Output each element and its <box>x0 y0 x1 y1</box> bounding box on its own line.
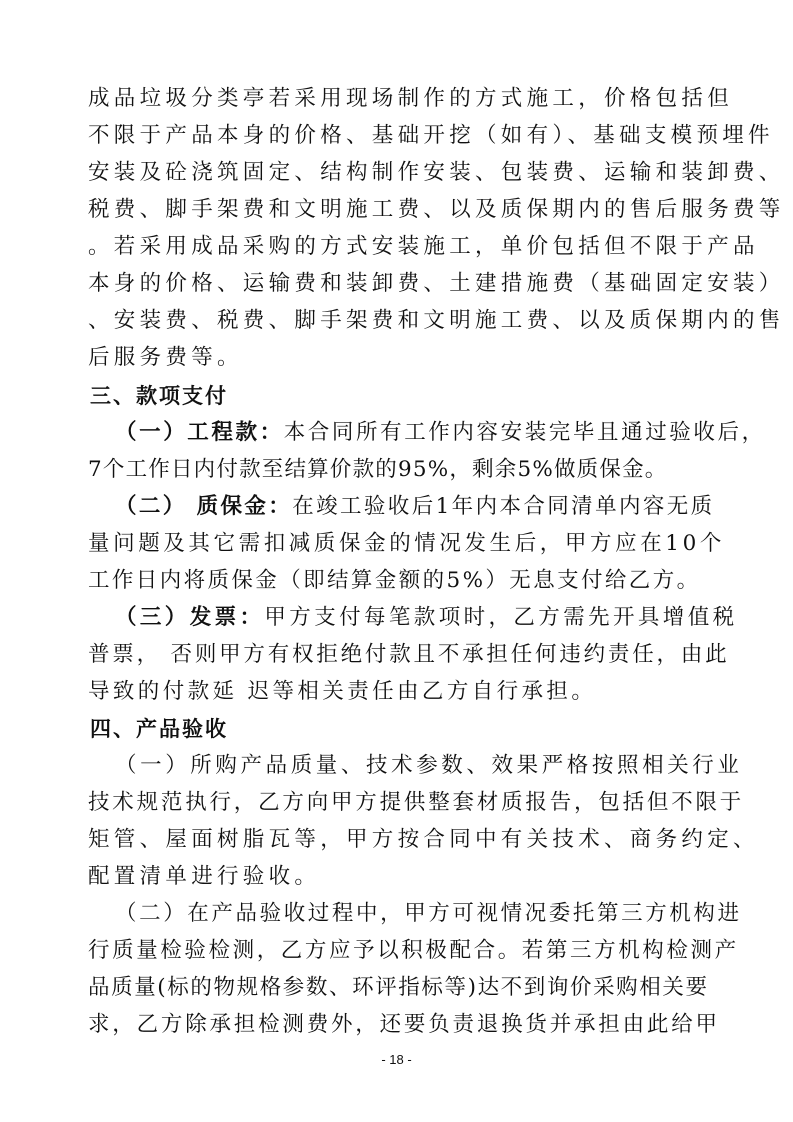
text-line: 税费、脚手架费和文明施工费、以及质保期内的售后服务费等 <box>88 197 785 222</box>
text-line: 安装及砼浇筑固定、结构制作安装、包装费、运输和装卸费、 <box>88 160 785 185</box>
text-line: 7个工作日内付款至结算价款的95%，剩余5%做质保金。 <box>88 457 668 482</box>
text-line: 矩管、屋面树脂瓦等，甲方按合同中有关技术、商务约定、 <box>88 827 759 852</box>
item-label: （三）发票： <box>115 605 265 630</box>
text-line: 本身的价格、运输费和装卸费、土建措施费（基础固定安装） <box>88 271 785 296</box>
section-heading-payment: 三、款项支付 <box>90 384 228 408</box>
text-line: 求，乙方除承担检测费外，还要负责退换货并承担由此给甲 <box>88 1012 720 1037</box>
text-line: 配置清单进行验收。 <box>88 864 321 889</box>
text-line <box>115 494 735 520</box>
text-line: 成品垃圾分类亭若采用现场制作的方式施工，价格包括但 <box>88 86 734 111</box>
page-number: - 18 - <box>381 1052 412 1067</box>
text-line: 技术规范执行，乙方向甲方提供整套材质报告，包括但不限于 <box>88 790 745 815</box>
text-line: （二）在产品验收过程中，甲方可视情况委托第三方机构进 <box>115 901 742 926</box>
text-line: 量问题及其它需扣减质保金的情况发生后，甲方应在10个 <box>88 531 725 556</box>
text-line: 导致的付款延 迟等相关责任由乙方自行承担。 <box>88 679 597 704</box>
text-line: 工作日内将质保金（即结算金额的5%）无息支付给乙方。 <box>88 568 701 593</box>
text-line: 后服务费等。 <box>88 345 243 370</box>
item-label: （二） 质保金： <box>115 494 293 519</box>
text-line: （一）所购产品质量、技术参数、效果严格按照相关行业 <box>115 753 743 778</box>
text-line: 行质量检验检测，乙方应予以积极配合。若第三方机构检测产 <box>88 938 739 963</box>
item-label: （一）工程款： <box>115 420 284 445</box>
section-heading-acceptance: 四、产品验收 <box>90 717 228 741</box>
text-line: 品质量(标的物规格参数、环评指标等)达不到询价采购相关要 <box>88 975 709 1000</box>
item-text: 本合同所有工作内容安装完毕且通过验收后， <box>283 420 766 445</box>
item-text: 在竣工验收后1年内本合同清单内容无质 <box>292 494 715 519</box>
text-line: 普票， 否则甲方有权拒绝付款且不承担任何违约责任，由此 <box>88 642 730 667</box>
item-text: 甲方支付每笔款项时，乙方需先开具增值税 <box>264 605 738 630</box>
text-line <box>115 605 738 631</box>
text-line: 。若采用成品采购的方式安装施工，单价包括但不限于产品 <box>88 234 759 259</box>
text-line: 、安装费、税费、脚手架费和文明施工费、以及质保期内的售 <box>88 308 785 333</box>
text-line <box>115 420 766 446</box>
text-line: 不限于产品本身的价格、基础开挖（如有）、基础支模预埋件 <box>88 123 774 148</box>
